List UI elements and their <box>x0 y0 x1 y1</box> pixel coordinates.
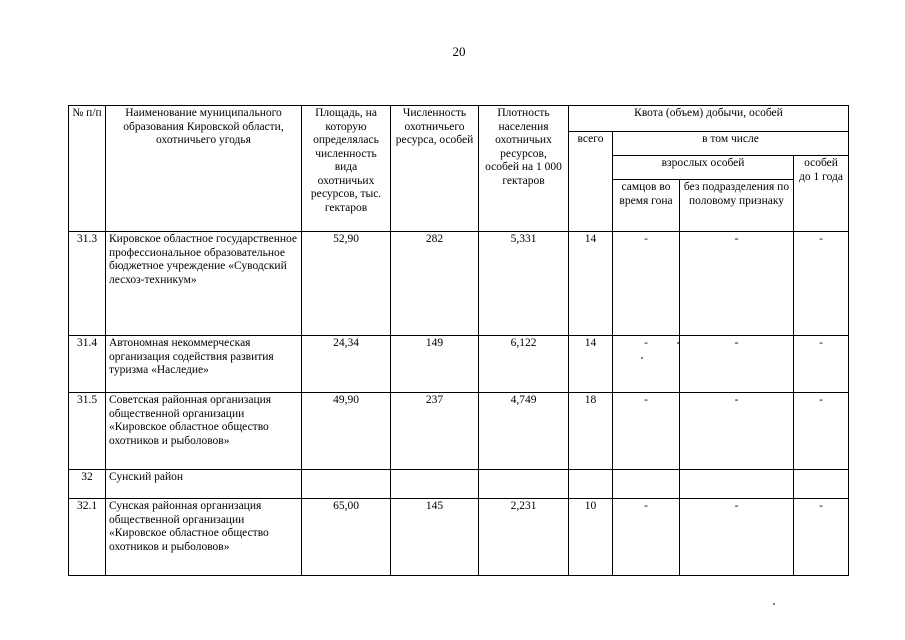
scan-speck <box>677 342 679 344</box>
row-count <box>391 470 479 499</box>
row-total: 18 <box>569 393 613 470</box>
row-name: Сунский район <box>106 470 302 499</box>
header-total: всего <box>569 132 613 232</box>
row-area: 24,34 <box>302 336 391 393</box>
row-density: 2,231 <box>479 499 569 576</box>
row-density: 5,331 <box>479 232 569 336</box>
header-including: в том числе <box>613 132 849 156</box>
row-males: - <box>613 336 680 393</box>
row-no-sex: - <box>680 393 794 470</box>
row-total: 10 <box>569 499 613 576</box>
row-density: 4,749 <box>479 393 569 470</box>
row-no-sex <box>680 470 794 499</box>
row-males: - <box>613 499 680 576</box>
row-name: Кировское областное государственное профессиональное образовательное бюджетное учреждение «Суводский лесхоз-техникум» <box>106 232 302 336</box>
row-name: Советская районная организация общественной организации «Кировское областное общество охотников и рыболовов» <box>106 393 302 470</box>
page-number: 20 <box>452 44 466 59</box>
header-count: Численность охотничьего ресурса, особей <box>391 106 479 232</box>
row-number: 31.4 <box>69 336 106 393</box>
row-young: - <box>794 393 849 470</box>
scan-speck <box>641 357 643 359</box>
row-no-sex: - <box>680 499 794 576</box>
row-no-sex: - <box>680 336 794 393</box>
row-area: 49,90 <box>302 393 391 470</box>
header-males: самцов во время гона <box>613 180 680 232</box>
row-males <box>613 470 680 499</box>
hunting-quota-table <box>68 105 849 576</box>
row-total: 14 <box>569 232 613 336</box>
row-name: Сунская районная организация общественной организации «Кировское областное общество охотников и рыболовов» <box>106 499 302 576</box>
row-total <box>569 470 613 499</box>
row-name: Автономная некоммерческая организация содействия развития туризма «Наследие» <box>106 336 302 393</box>
row-males: - <box>613 393 680 470</box>
row-males: - <box>613 232 680 336</box>
row-total: 14 <box>569 336 613 393</box>
row-young: - <box>794 336 849 393</box>
table-row <box>69 232 849 336</box>
header-quota: Квота (объем) добычи, особей <box>569 106 849 132</box>
row-area <box>302 470 391 499</box>
row-count: 149 <box>391 336 479 393</box>
row-count: 145 <box>391 499 479 576</box>
header-young: особей до 1 года <box>794 156 849 232</box>
header-density: Плотность населения охотничьих ресурсов, особей на 1 000 гектаров <box>479 106 569 232</box>
row-density <box>479 470 569 499</box>
table-row <box>69 499 849 576</box>
header-adults: взрослых особей <box>613 156 794 180</box>
row-count: 282 <box>391 232 479 336</box>
row-young: - <box>794 232 849 336</box>
header-number: № п/п <box>69 106 106 232</box>
row-young: - <box>794 499 849 576</box>
row-number: 32 <box>69 470 106 499</box>
table-row <box>69 393 849 470</box>
table-row <box>69 336 849 393</box>
row-area: 65,00 <box>302 499 391 576</box>
row-area: 52,90 <box>302 232 391 336</box>
header-name: Наименование муниципального образования Кировской области, охотничьего угодья <box>106 106 302 232</box>
row-no-sex: - <box>680 232 794 336</box>
header-no-sex: без подразделения по половому признаку <box>680 180 794 232</box>
table-row <box>69 470 849 499</box>
row-number: 31.5 <box>69 393 106 470</box>
row-density: 6,122 <box>479 336 569 393</box>
header-area: Площадь, на которую определялась численность вида охотничьих ресурсов, тыс. гектаров <box>302 106 391 232</box>
row-number: 31.3 <box>69 232 106 336</box>
scan-speck <box>773 603 775 605</box>
row-number: 32.1 <box>69 499 106 576</box>
row-young <box>794 470 849 499</box>
row-count: 237 <box>391 393 479 470</box>
